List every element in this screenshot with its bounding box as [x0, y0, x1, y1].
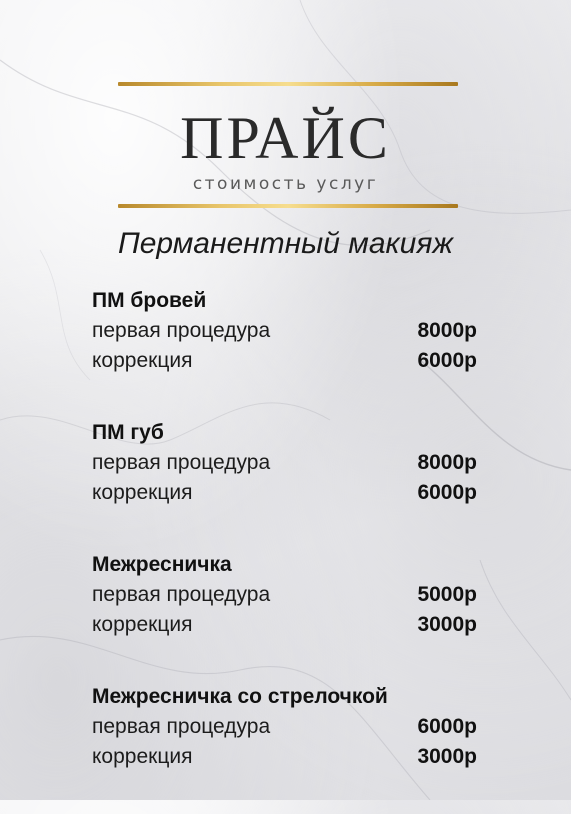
price-row	[92, 478, 477, 508]
group-name: Межресничка	[92, 553, 232, 576]
price-row	[92, 742, 477, 772]
service-label: коррекция	[92, 745, 193, 768]
section-title: Перманентный макияж	[117, 227, 454, 260]
service-label: первая процедура	[92, 319, 271, 342]
service-price: 6000р	[417, 349, 477, 372]
price-row	[92, 712, 477, 742]
price-row	[92, 346, 477, 376]
page-title: ПРАЙС	[180, 105, 391, 171]
price-row	[92, 580, 477, 610]
group-name: ПМ губ	[92, 421, 164, 444]
service-label: первая процедура	[92, 583, 271, 606]
price-row	[92, 610, 477, 640]
price-group	[92, 550, 477, 640]
price-list	[92, 286, 477, 814]
gold-divider-bottom	[118, 204, 458, 208]
price-group	[92, 682, 477, 772]
service-price: 8000р	[417, 319, 477, 342]
service-label: первая процедура	[92, 715, 271, 738]
service-price: 3000р	[417, 745, 477, 768]
group-name: Межресничка со стрелочкой	[92, 685, 388, 708]
price-row	[92, 316, 477, 346]
service-label: коррекция	[92, 349, 193, 372]
service-label: коррекция	[92, 613, 193, 636]
service-label: коррекция	[92, 481, 193, 504]
price-group	[92, 286, 477, 376]
service-price: 3000р	[417, 613, 477, 636]
service-price: 6000р	[417, 715, 477, 738]
service-label: первая процедура	[92, 451, 271, 474]
gold-divider-top	[118, 82, 458, 86]
page-subtitle: стоимость услуг	[192, 174, 379, 194]
service-price: 8000р	[417, 451, 477, 474]
price-row	[92, 448, 477, 478]
group-name: ПМ бровей	[92, 289, 207, 312]
price-group	[92, 418, 477, 508]
service-price: 6000р	[417, 481, 477, 504]
service-price: 5000р	[417, 583, 477, 606]
